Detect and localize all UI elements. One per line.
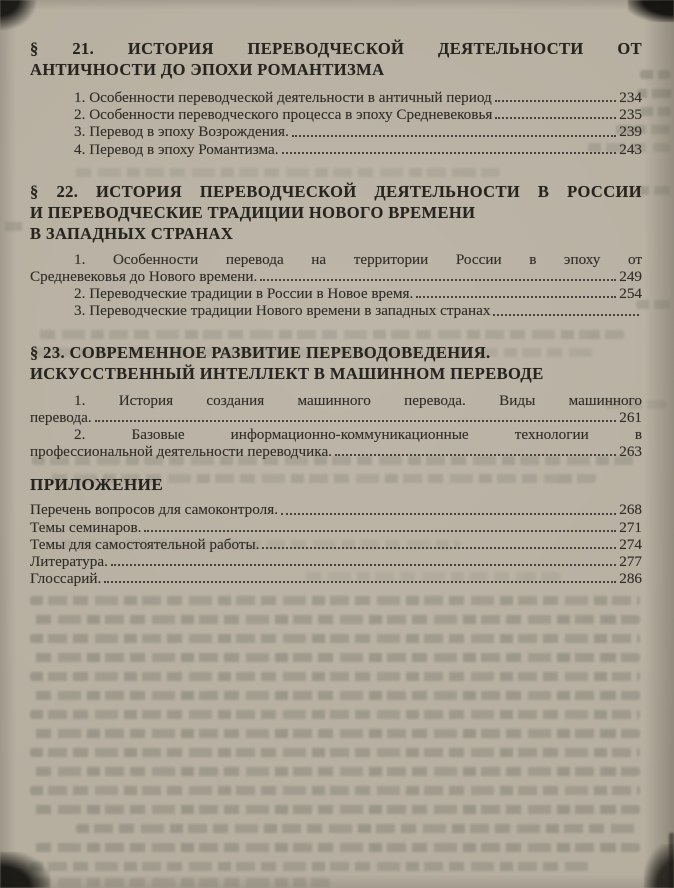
- heading-line: И ПЕРЕВОДЧЕСКИЕ ТРАДИЦИИ НОВОГО ВРЕМЕНИ: [30, 202, 476, 222]
- dot-leader: [95, 420, 617, 422]
- toc-entry-page: 239: [619, 123, 642, 141]
- toc-entry-page: 234: [619, 89, 642, 106]
- toc-entry-page: 271: [619, 518, 642, 536]
- toc-entry-title: 1. Особенности перевода на территории России в эпоху от: [74, 250, 642, 268]
- toc-appendix: [30, 474, 642, 587]
- toc-entry: [30, 302, 642, 319]
- dot-leader: [282, 152, 617, 154]
- toc-entry-page: 274: [619, 535, 642, 553]
- toc-entry-title: 3. Переводческие традиции Нового времени в западных странах: [74, 302, 491, 320]
- toc-entry-title: 2. Особенности переводческого процесса в эпоху Средневековья: [74, 106, 493, 124]
- dot-leader: [111, 564, 616, 566]
- toc-entry-title: Средневековья до Нового времени.: [30, 268, 258, 286]
- appendix-heading: ПРИЛОЖЕНИЕ: [30, 475, 164, 495]
- toc-entry-page: 261: [619, 408, 642, 426]
- heading-line: § 22. ИСТОРИЯ ПЕРЕВОДЧЕСКОЙ ДЕЯТЕЛЬНОСТИ В РОССИИ: [30, 181, 642, 201]
- bleed-through-text-line: [30, 691, 640, 700]
- dot-leader: [104, 581, 616, 583]
- section-21-heading: [30, 38, 642, 80]
- dot-leader: [416, 296, 616, 298]
- bleed-through-text-line: [76, 824, 640, 833]
- bleed-through-text-line: [30, 596, 640, 605]
- toc-entry: [30, 123, 642, 140]
- toc-entry: [30, 553, 642, 570]
- bleed-through-text-line: [30, 767, 640, 776]
- toc-entry-page: 249: [619, 268, 642, 286]
- toc-entry-page: 254: [619, 285, 642, 303]
- dot-leader: [495, 117, 616, 119]
- heading-line: АНТИЧНОСТИ ДО ЭПОХИ РОМАНТИЗМА: [30, 60, 385, 79]
- toc-section-22: [30, 181, 642, 320]
- bleed-through-text-line: [30, 786, 640, 795]
- dot-leader: [495, 100, 616, 102]
- dot-leader: [144, 530, 616, 532]
- toc-entry-title: перевода.: [30, 408, 92, 426]
- toc-entry: [30, 251, 642, 285]
- section-22-heading: [30, 181, 642, 244]
- toc-entry-title: 2. Базовые информационно-коммуникационные технологии в: [74, 426, 642, 444]
- bleed-through-text-line: [30, 710, 640, 719]
- toc-entry: [30, 141, 642, 158]
- heading-line: ИСКУССТВЕННЫЙ ИНТЕЛЛЕКТ В МАШИННОМ ПЕРЕВОДЕ: [30, 363, 544, 383]
- bleed-through-text-line: [30, 672, 640, 681]
- toc-entry: [30, 89, 642, 106]
- toc-entry-title: Перечень вопросов для самоконтроля.: [30, 501, 279, 519]
- toc-section-23: [30, 342, 642, 461]
- toc-entry: [30, 106, 642, 123]
- toc-entry-title: Глоссарий.: [30, 570, 102, 588]
- bleed-through-text-line: [30, 843, 640, 852]
- dot-leader: [335, 454, 616, 456]
- dot-leader: [292, 135, 616, 137]
- toc-entry-title: 2. Переводческие традиции в России в Новое время.: [74, 285, 414, 303]
- dot-leader: [260, 279, 616, 281]
- bleed-through-text-line: [30, 615, 640, 624]
- toc-entry: [30, 570, 642, 587]
- toc-entry-title: Темы семинаров.: [30, 518, 142, 536]
- toc-entry-title: профессиональной деятельности переводчика.: [30, 443, 332, 461]
- section-23-heading: [30, 342, 642, 384]
- toc-entry: [30, 392, 642, 426]
- heading-line: В ЗАПАДНЫХ СТРАНАХ: [30, 223, 234, 243]
- toc-entry-page: 235: [619, 106, 642, 124]
- toc-entry: [30, 426, 642, 460]
- toc-entry: [30, 501, 642, 518]
- toc-entry-title: 1. История создания машинного перевода. Виды машинного: [74, 391, 642, 409]
- bleed-through-text-line: [30, 634, 640, 643]
- toc-entry-page: 286: [619, 570, 642, 588]
- toc-entry: [30, 519, 642, 536]
- bleed-through-text-line: [30, 862, 590, 871]
- heading-line: § 21. ИСТОРИЯ ПЕРЕВОДЧЕСКОЙ ДЕЯТЕЛЬНОСТИ ОТ: [30, 39, 642, 58]
- toc-entry-page: 268: [619, 501, 642, 519]
- bleed-through-text-line: [30, 748, 640, 757]
- bleed-through-text-line: [30, 805, 640, 814]
- bleed-through-text-line: [30, 729, 640, 738]
- dot-leader: [493, 314, 639, 316]
- toc-entry: [30, 536, 642, 553]
- toc-section-21: [30, 38, 642, 158]
- dot-leader: [262, 547, 616, 549]
- toc-entry: [30, 285, 642, 302]
- toc-entry-page: 243: [619, 140, 642, 158]
- toc-entry-title: Темы для самостоятельной работы.: [30, 535, 260, 553]
- toc-entry-title: 4. Перевод в эпоху Романтизма.: [74, 140, 279, 158]
- bleed-through-text-line: [30, 653, 640, 662]
- scan-artifact-right-edge: [669, 833, 674, 888]
- dot-leader: [281, 513, 616, 515]
- heading-line: § 23. СОВРЕМЕННОЕ РАЗВИТИЕ ПЕРЕВОДОВЕДЕНИЯ.: [30, 342, 491, 362]
- toc-entry-page: 263: [619, 443, 642, 461]
- toc-entry-page: 277: [619, 553, 642, 571]
- toc-entry-title: 3. Перевод в эпоху Возрождения.: [74, 123, 289, 141]
- bleed-through-text-line: [30, 878, 330, 887]
- toc-entry-title: Литература.: [30, 553, 108, 571]
- toc-entry-title: 1. Особенности переводческой деятельности в античный период: [74, 89, 492, 106]
